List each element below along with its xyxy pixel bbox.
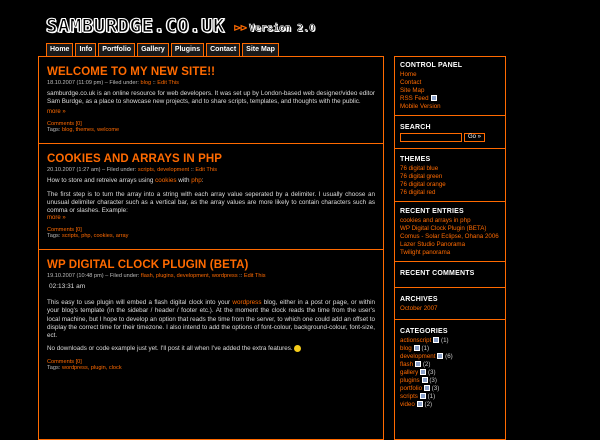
post-category-link[interactable]: flash, plugins, development, wordpress [140,273,238,280]
paragraph-text: No downloads or code example just yet. I'll post it all when I've added the extra features. [47,345,293,353]
recent-entry-link[interactable]: cookies and arrays in php [400,217,471,224]
comments-link[interactable]: Comments [0] [47,227,82,234]
category-link[interactable]: portfolio [400,385,423,392]
edit-link[interactable]: Edit This [195,167,218,174]
post-paragraph: The first step is to turn the array into a string with each array value seperated by a delimiter. I usually choose an unusual delimiter character such as a vertical bar, as the array values are more likely to contain characters such as comma or slashes. Example: [47,190,375,215]
theme-link-red[interactable]: 76 digital red [400,189,436,196]
category-item [400,345,501,353]
category-item [400,393,501,401]
post-date: 18.10.2007 (11:09 pm) – Filed under: [47,80,141,86]
post-paragraph [47,299,375,340]
main-nav [46,43,279,56]
category-link[interactable]: blog [400,345,412,352]
post-tags [47,127,375,133]
recent-entry-link[interactable]: Lazer Studio Panorama [400,241,466,248]
site-header [46,10,315,36]
section-title: CONTROL PANEL [400,62,463,69]
rss-icon[interactable] [422,377,428,383]
section-title: THEMES [400,156,431,163]
rss-icon[interactable] [437,353,443,359]
blog-post [39,144,383,250]
post-date: 20.10.2007 (1:27 am) – Filed under: [47,167,138,174]
category-count: (2) [422,361,431,368]
themes-section [395,149,505,202]
post-tags [47,233,375,239]
search-input[interactable] [400,133,462,142]
tag-links[interactable]: scripts, php, cookies, array [61,233,129,240]
wordpress-link[interactable]: wordpress [232,299,262,307]
sidebar-link-site-map[interactable]: Site Map [400,87,425,94]
post-title-link[interactable]: WELCOME TO MY NEW SITE!! [47,66,216,78]
rss-icon[interactable] [433,337,439,343]
rss-icon[interactable] [420,393,426,399]
main-content [38,56,384,440]
category-item [400,353,501,361]
category-count: (2) [424,401,433,408]
category-item [400,337,501,345]
read-more-link[interactable]: more » [47,215,66,222]
category-count: (1) [421,345,429,352]
rss-label: RSS Feed [400,95,429,102]
post-meta: 20.10.2007 (1:27 am) – Filed under: scripts, development :: Edit This [47,167,218,174]
paragraph-text: This easy to use plugin will embed a flash digital clock into your [47,299,233,307]
category-link[interactable]: actionscript [400,337,432,344]
edit-link[interactable]: Edit This [157,80,179,86]
category-item [400,401,501,409]
tags-label: Tags: [47,127,62,134]
category-list [400,337,501,409]
category-link[interactable]: flash [400,361,414,368]
comments-link[interactable]: Comments [0] [47,121,82,128]
post-title-link[interactable]: COOKIES AND ARRAYS IN PHP [47,153,223,166]
post-category-link[interactable]: blog [140,80,152,86]
post-date: 19.10.2007 (10:48 pm) – Filed under: [47,273,141,280]
theme-link-green[interactable]: 76 digital green [400,173,443,180]
intro-text: : [201,177,204,185]
tab-contact[interactable]: Contact [206,43,240,56]
tab-gallery[interactable]: Gallery [137,43,169,56]
section-title: RECENT ENTRIES [400,208,464,215]
category-link[interactable]: gallery [400,369,419,376]
category-count: (1) [441,337,449,344]
theme-link-blue[interactable]: 76 digital blue [400,165,439,172]
tab-site-map[interactable]: Site Map [242,43,279,56]
post-meta: 19.10.2007 (10:48 pm) – Filed under: flash, plugins, development, wordpress :: Edit This [47,273,266,280]
blog-post [39,250,383,370]
intro-text: with [176,177,192,185]
version-label: Version 2.0 [248,23,316,34]
double-arrow-icon: ⊳⊳ [233,23,246,34]
sidebar-link-rss-feed[interactable] [400,95,501,103]
php-link[interactable]: php [191,177,202,185]
digital-clock: 02:13:31 am [49,283,86,291]
section-title: ARCHIVES [400,296,438,303]
section-title: RECENT COMMENTS [400,270,475,277]
tab-home[interactable]: Home [46,43,73,56]
archives-section [395,288,505,320]
sidebar-link-contact[interactable]: Contact [400,79,422,86]
category-link[interactable]: video [400,401,415,408]
site-logo[interactable]: SAMBURDGE.CO.UK [46,15,226,37]
category-item [400,385,501,393]
rss-icon[interactable] [415,361,421,367]
search-go-button[interactable]: Go » [464,133,485,142]
section-title: CATEGORIES [400,328,448,335]
smiley-icon [294,345,301,352]
category-item [400,361,501,369]
category-item [400,369,501,377]
post-paragraph [47,345,375,353]
blog-post [39,57,383,144]
archive-link[interactable]: October 2007 [400,305,438,312]
rss-icon[interactable] [417,401,423,407]
rss-icon [431,95,437,101]
tags-label: Tags: [47,364,62,371]
theme-link-orange[interactable]: 76 digital orange [400,181,446,188]
post-intro [47,177,375,185]
paragraph-text: blog, either in a post or page, or within your blog's template (in the sidebar / header / footer etc.). At the moment the clock reads the time from the user's local machine, but I hope to develop an option that reads the time from the server, to which one could add an offset to display the correct time for their timezone. I also intend to add the options of font-colour, background-colour, font-size, ect. [47,299,376,340]
recent-entries-section [395,202,505,262]
tag-links[interactable]: wordpress, plugin, clock [61,364,122,371]
tag-links[interactable]: blog, themes, welcome [61,127,120,134]
category-count: (1) [427,393,436,400]
control-panel-section [395,57,505,116]
section-title: SEARCH [400,124,431,131]
rss-icon[interactable] [414,345,420,351]
category-link[interactable]: plugins [400,377,420,384]
post-title-link[interactable]: WP DIGITAL CLOCK PLUGIN (BETA) [47,259,249,272]
category-count: (6) [445,353,453,360]
category-item [400,377,501,385]
recent-entry-link[interactable]: Twilight panorama [400,249,451,256]
category-count: (3) [429,377,437,384]
recent-comments-section [395,262,505,288]
post-tags [47,365,375,371]
edit-link[interactable]: Edit This [243,273,266,280]
comments-link[interactable]: Comments [0] [47,358,82,365]
tab-portfolio[interactable]: Portfolio [98,43,135,56]
tab-info[interactable]: Info [75,43,96,56]
sidebar-link-mobile[interactable]: Mobile Version [400,103,441,110]
post-meta: 18.10.2007 (11:09 pm) – Filed under: blog :: Edit This [47,80,179,86]
category-count: (3) [427,369,436,376]
rss-icon[interactable] [420,369,426,375]
post-category-link[interactable]: scripts, development [137,167,190,174]
sidebar-link-home[interactable]: Home [400,71,417,78]
category-count: (3) [431,385,440,392]
tab-plugins[interactable]: Plugins [171,43,204,56]
recent-entry-link[interactable]: Comus - Solar Eclipse, Ohana 2006 [400,233,499,240]
cookies-link[interactable]: cookies [155,177,177,185]
category-link[interactable]: scripts [400,393,418,400]
category-link[interactable]: development [400,353,436,360]
read-more-link[interactable]: more » [47,109,66,116]
post-paragraph: samburdge.co.uk is an online resource for web developers. It was set up by London-based web designer/video editor Sam Burdge, as a place to showcase new projects, and to share scripts, templates, and thoughts with the public. [47,90,375,106]
categories-section [395,320,505,413]
intro-text: How to store and retreive arrays using [47,177,156,185]
sidebar [394,56,506,440]
rss-icon[interactable] [424,385,430,391]
recent-entry-link[interactable]: WP Digital Clock Plugin (BETA) [400,225,487,232]
tags-label: Tags: [47,233,62,240]
search-section [395,116,505,149]
